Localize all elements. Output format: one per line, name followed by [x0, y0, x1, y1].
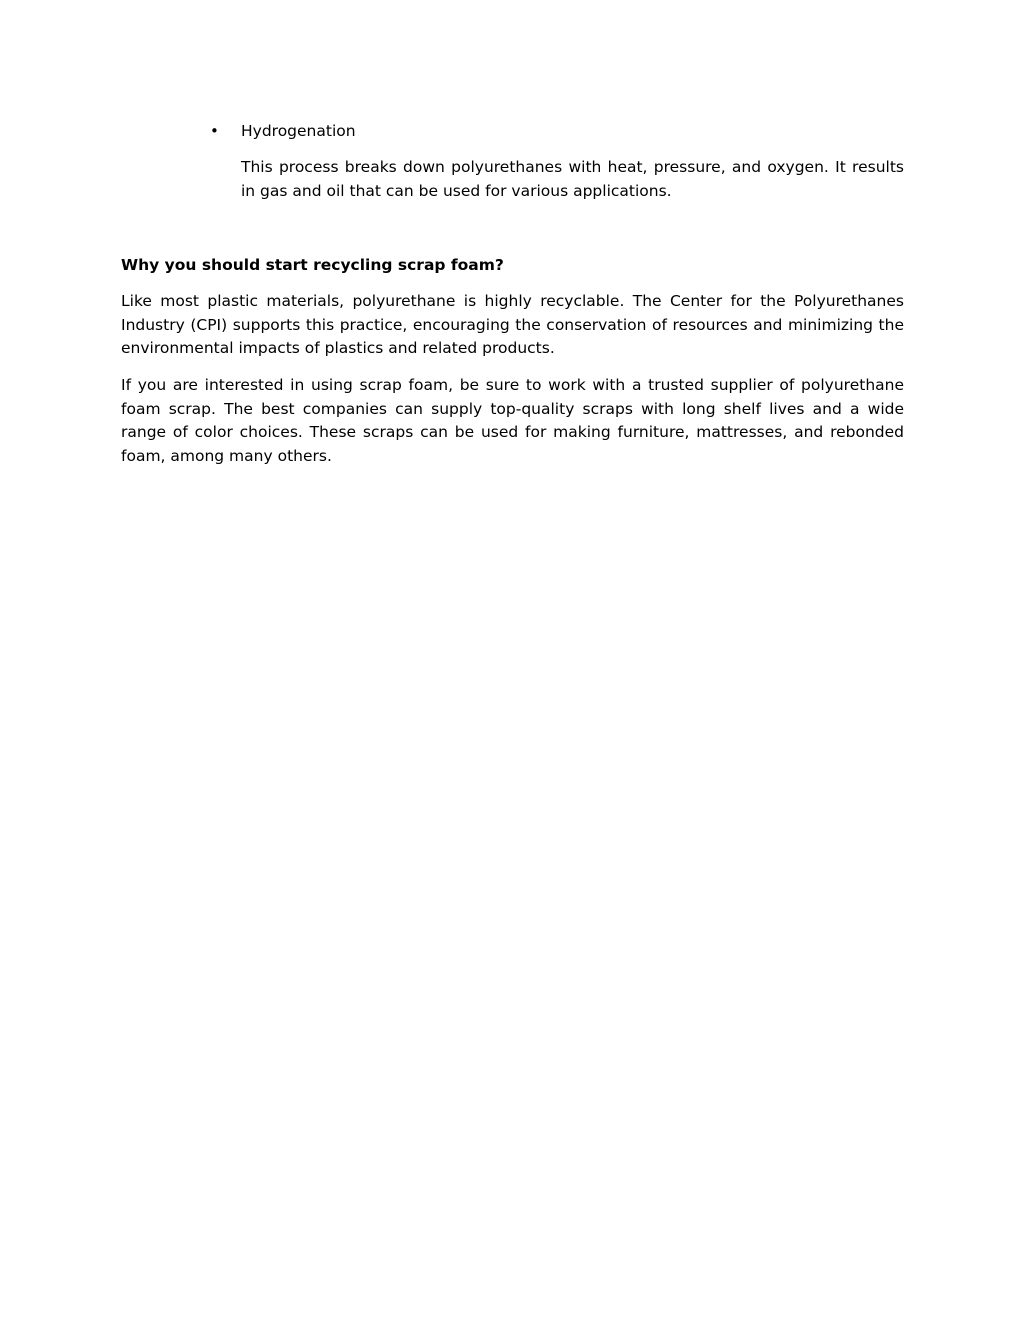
body-paragraph: If you are interested in using scrap foam, be sure to work with a trusted supplier of polyurethane foam scrap. The best companies can supply top-quality scraps with long shelf lives and a wide range of color choices. These scraps can be used for making furniture, mattresses, and rebonded foam, among many others.	[121, 376, 904, 465]
section-heading: Why you should start recycling scrap foam?	[121, 256, 504, 274]
bullet-icon: •	[210, 122, 219, 140]
bullet-label: Hydrogenation	[241, 122, 356, 140]
bullet-description: This process breaks down polyurethanes with heat, pressure, and oxygen. It results in gas and oil that can be used for various applications.	[241, 158, 904, 200]
body-paragraph: Like most plastic materials, polyurethane is highly recyclable. The Center for the Polyurethanes Industry (CPI) supports this practice, encouraging the conservation of resources and minimizing the environmental impacts of plastics and related products.	[121, 292, 904, 357]
